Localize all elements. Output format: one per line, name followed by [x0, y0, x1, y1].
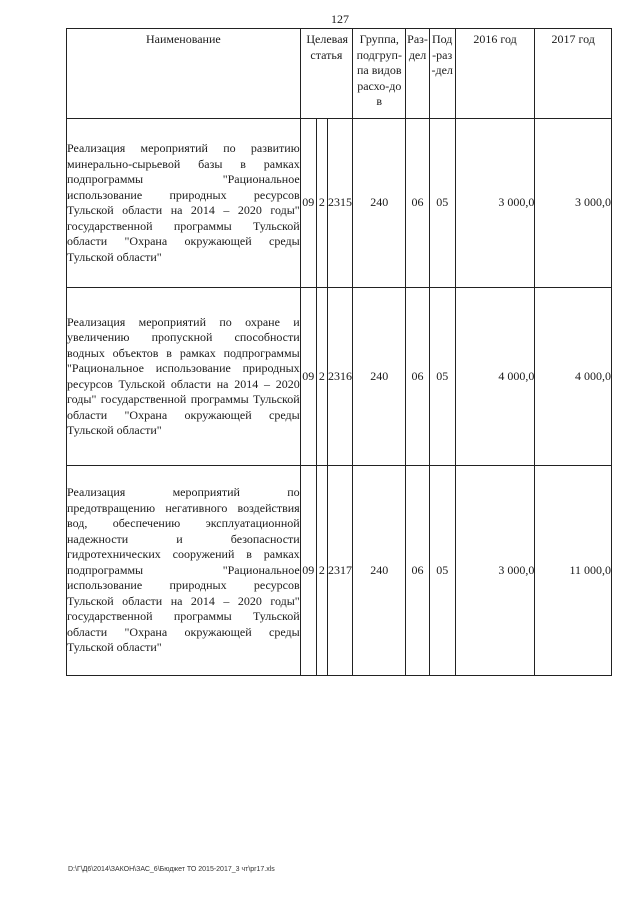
table-row — [67, 288, 612, 466]
row-expense-group: 240 — [353, 466, 406, 676]
row-section: 06 — [406, 288, 429, 466]
row-section: 06 — [406, 119, 429, 288]
header-year-2016: 2016 год — [455, 29, 535, 119]
budget-table — [66, 28, 612, 676]
row-section: 06 — [406, 466, 429, 676]
page-number: 127 — [331, 12, 349, 26]
row-subsection: 05 — [429, 119, 455, 288]
header-section-label: Раз-дел — [407, 32, 428, 62]
row-amount-2016: 3 000,0 — [455, 466, 535, 676]
row-amount-2017: 4 000,0 — [535, 288, 612, 466]
row-code-direction: 2316 — [327, 288, 352, 466]
row-code-program: 09 — [300, 288, 316, 466]
row-code-program: 09 — [300, 466, 316, 676]
row-name: Реализация мероприятий по развитию минерально-сырьевой базы в рамках подпрограммы "Рациональное использование природных ресурсов Тульской области на 2014 – 2020 годы" государственной программы Тульской области "Охрана окружающей среды Тульской области" — [67, 119, 301, 288]
row-subsection: 05 — [429, 466, 455, 676]
row-expense-group: 240 — [353, 288, 406, 466]
row-code-subprogram: 2 — [316, 288, 327, 466]
table-row — [67, 119, 612, 288]
table-header-row — [67, 29, 612, 119]
row-code-program: 09 — [300, 119, 316, 288]
row-expense-group: 240 — [353, 119, 406, 288]
row-amount-2017: 11 000,0 — [535, 466, 612, 676]
header-subsection — [429, 29, 455, 119]
row-code-subprogram: 2 — [316, 466, 327, 676]
row-amount-2017: 3 000,0 — [535, 119, 612, 288]
header-expense-group — [353, 29, 406, 119]
header-target-article-label: Целевая статья — [306, 32, 349, 62]
header-expense-group-label: Группа, подгруп-па видов расхо-дов — [356, 32, 402, 108]
row-code-direction: 2315 — [327, 119, 352, 288]
header-year-2017: 2017 год — [535, 29, 612, 119]
header-target-article — [300, 29, 352, 119]
header-subsection-label: Под-раз-дел — [431, 32, 453, 77]
file-path-footer: D:\Г\Д6\2014\ЗАКОН\ЗАС_6\Бюджет ТО 2015-2017_3 чт\pr17.xls — [68, 866, 275, 873]
row-name: Реализация мероприятий по охране и увеличению пропускной способности водных объектов в рамках подпрограммы "Рациональное использование природных ресурсов Тульской области на 2014 – 2020 годы" государственной программы Тульской области "Охрана окружающей среды Тульской области" — [67, 288, 301, 466]
row-code-direction: 2317 — [327, 466, 352, 676]
row-code-subprogram: 2 — [316, 119, 327, 288]
row-amount-2016: 4 000,0 — [455, 288, 535, 466]
row-amount-2016: 3 000,0 — [455, 119, 535, 288]
header-section — [406, 29, 429, 119]
row-subsection: 05 — [429, 288, 455, 466]
row-name: Реализация мероприятий по предотвращению негативного воздействия вод, обеспечению эксплуатационной надежности и безопасности гидротехнических сооружений в рамках подпрограммы "Рациональное использование природных ресурсов Тульской области на 2014 – 2020 годы" государственной программы Тульской области "Охрана окружающей среды Тульской области" — [67, 466, 301, 676]
header-name: Наименование — [67, 29, 301, 119]
table-row — [67, 466, 612, 676]
